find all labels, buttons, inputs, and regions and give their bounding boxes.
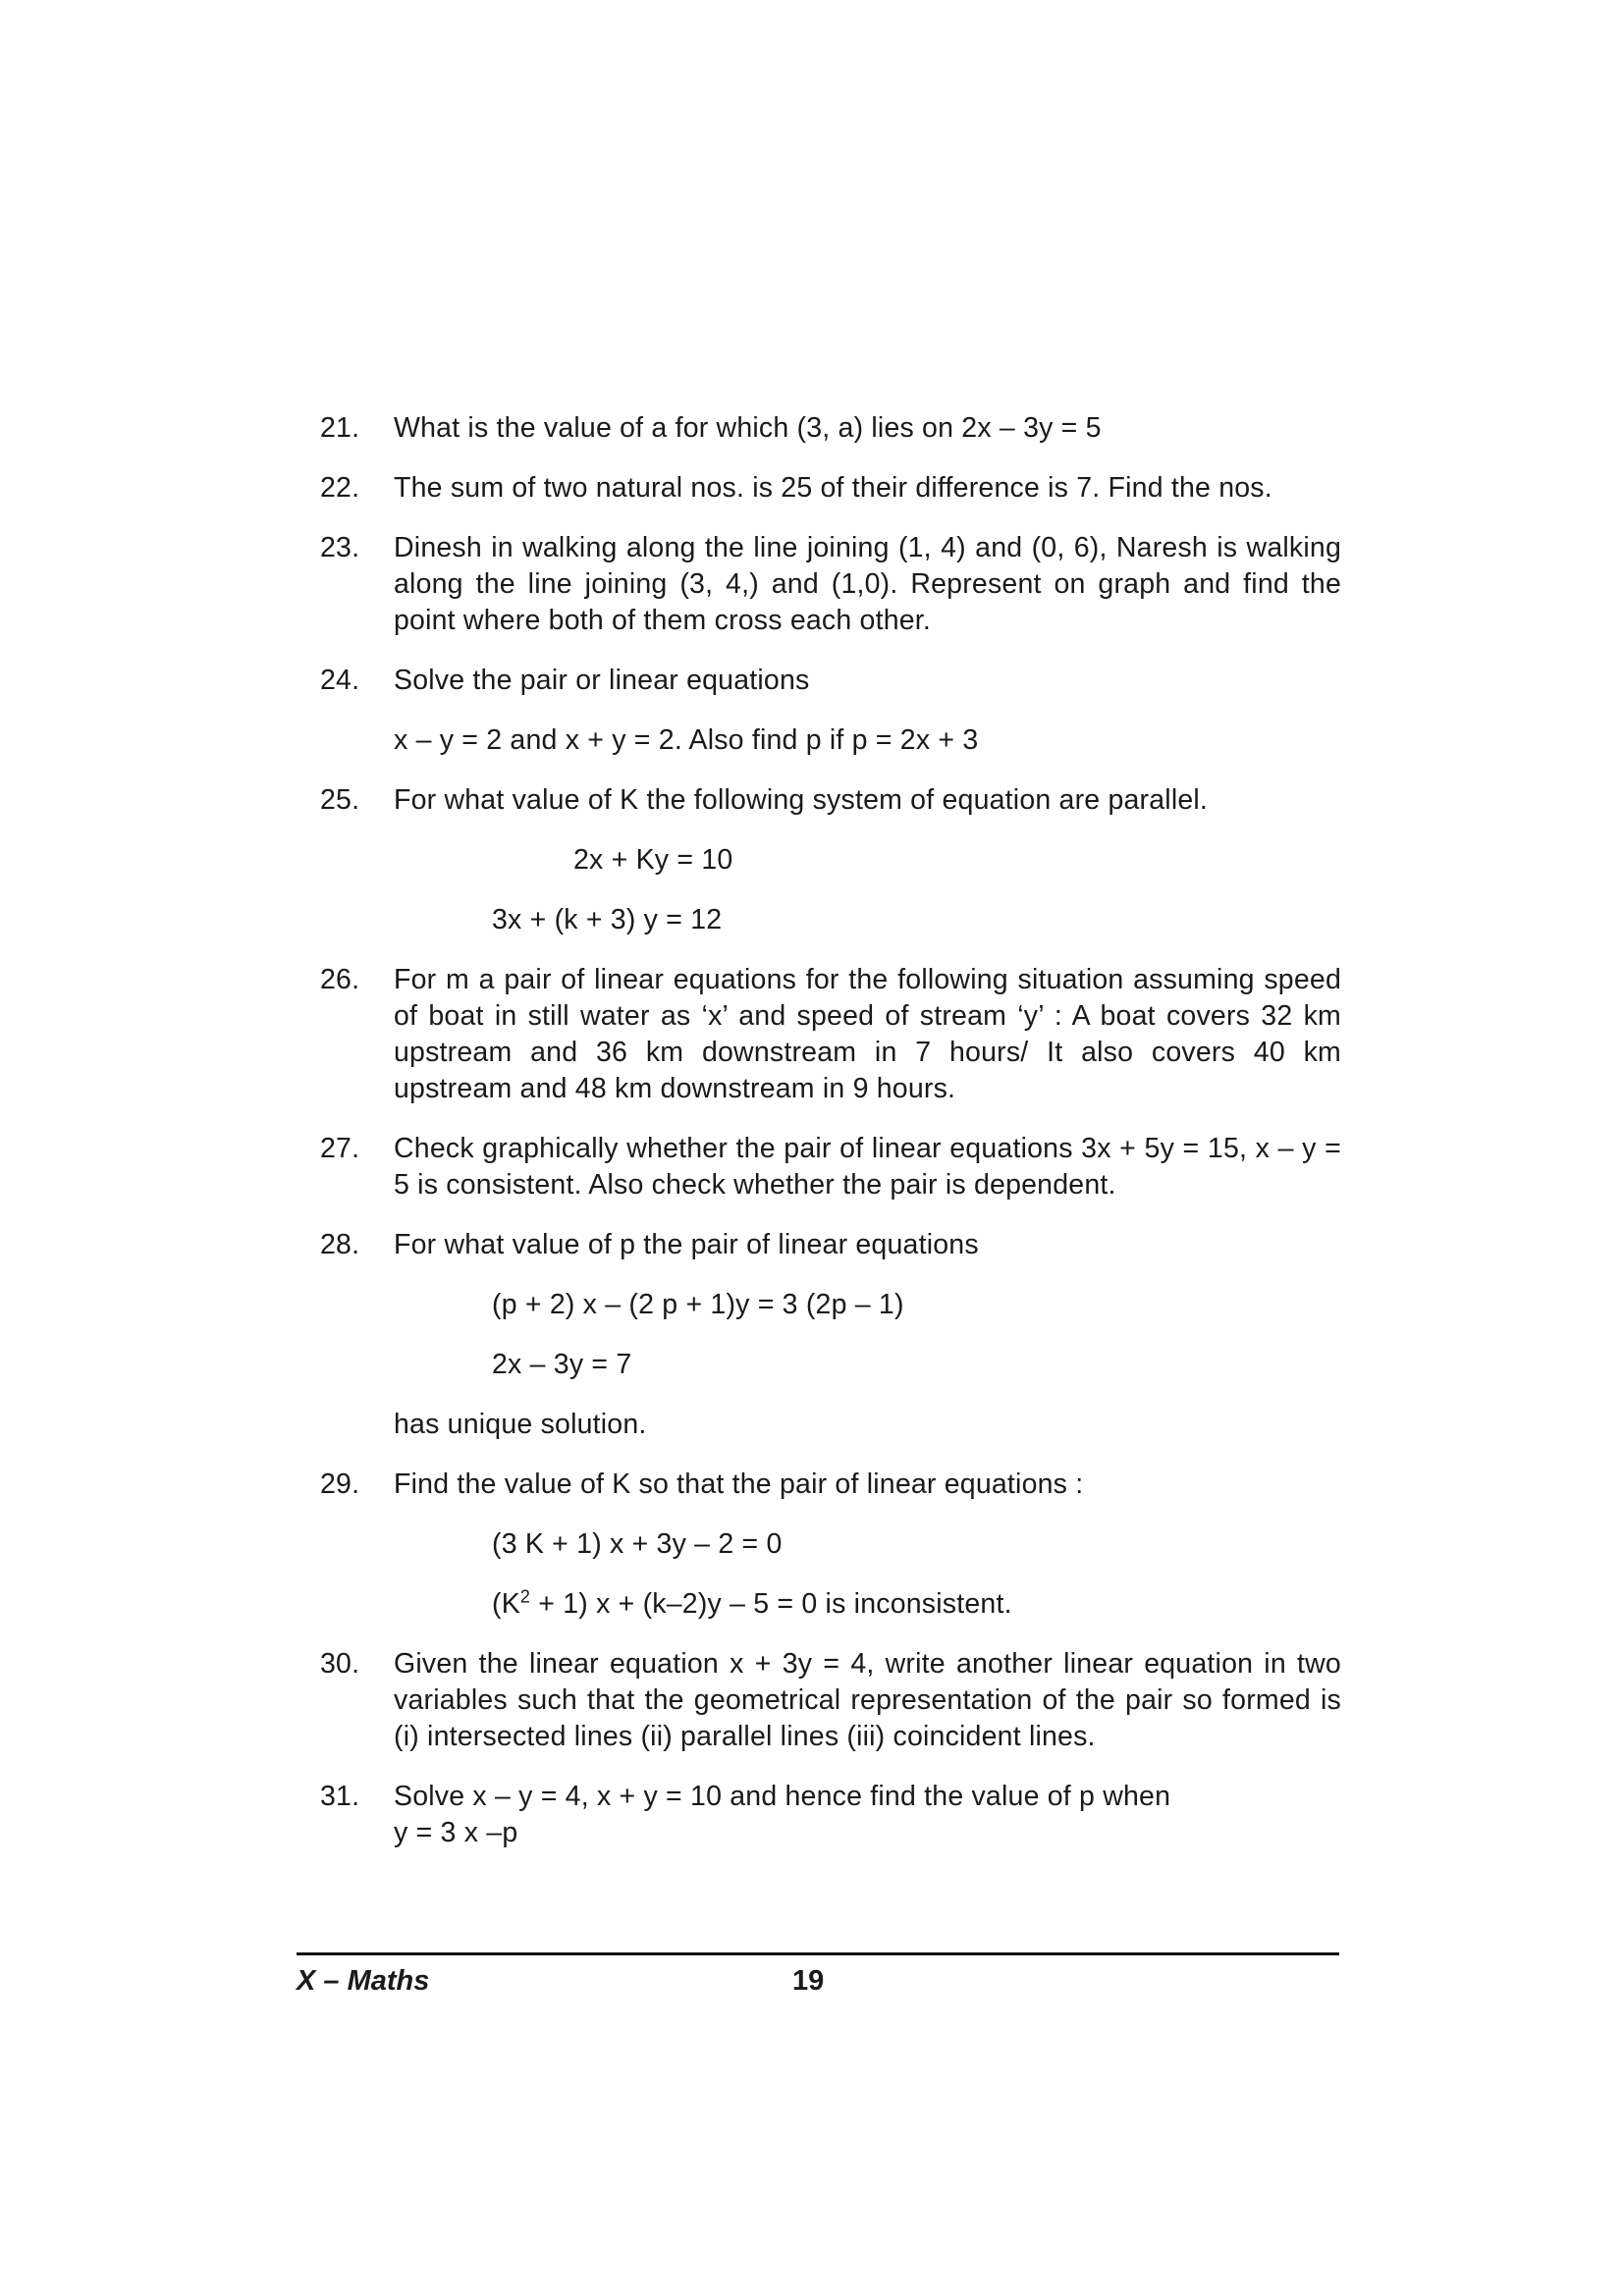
question-26 xyxy=(320,962,1341,1107)
question-21 xyxy=(320,410,1341,447)
question-text: Solve x – y = 4, x + y = 10 and hence find the value of p when xyxy=(394,1781,1171,1812)
question-number: 21. xyxy=(320,412,360,444)
question-number: 29. xyxy=(320,1468,360,1500)
question-number: 25. xyxy=(320,784,360,816)
question-list xyxy=(320,410,1341,1875)
question-number: 24. xyxy=(320,665,360,696)
question-text: What is the value of a for which (3, a) lies on 2x – 3y = 5 xyxy=(394,412,1102,444)
equation-line: x – y = 2 and x + y = 2. Also find p if p = 2x + 3 xyxy=(394,724,979,756)
page-footer xyxy=(297,1952,1339,1997)
question-text: Check graphically whether the pair of linear equations 3x + 5y = 15, x – y = 5 is consistent. Also check whether the pair is dependent. xyxy=(394,1133,1341,1201)
question-text-continued: y = 3 x –p xyxy=(394,1817,518,1848)
question-24 xyxy=(320,663,1341,759)
question-28 xyxy=(320,1227,1341,1443)
question-text: The sum of two natural nos. is 25 of their difference is 7. Find the nos. xyxy=(394,472,1272,504)
page-number: 19 xyxy=(792,1965,825,1997)
equation-part: (K xyxy=(492,1588,520,1620)
question-text: For what value of K the following system of equation are parallel. xyxy=(394,784,1209,816)
question-number: 26. xyxy=(320,964,360,995)
question-text: Solve the pair or linear equations xyxy=(394,665,810,696)
equation-part: + 1) x + (k–2)y – 5 = 0 is inconsistent. xyxy=(530,1588,1012,1620)
question-30 xyxy=(320,1646,1341,1755)
question-23 xyxy=(320,530,1341,639)
equation-line: (3 K + 1) x + 3y – 2 = 0 xyxy=(492,1528,783,1560)
question-27 xyxy=(320,1131,1341,1203)
question-number: 30. xyxy=(320,1648,360,1680)
question-number: 31. xyxy=(320,1781,360,1812)
question-text: For what value of p the pair of linear equations xyxy=(394,1229,979,1260)
question-22 xyxy=(320,470,1341,507)
equation-line: 2x – 3y = 7 xyxy=(492,1349,632,1380)
exponent: 2 xyxy=(519,1586,531,1607)
question-text: Given the linear equation x + 3y = 4, write another linear equation in two variables such that the geometrical representation of the pair so formed is (i) intersected lines (ii) parallel lines (iii) coincident lines. xyxy=(394,1648,1341,1752)
question-text: Dinesh in walking along the line joining (1, 4) and (0, 6), Naresh is walking along the line joining (3, 4,) and (1,0). Represent on graph and find the point where both of them cross each other. xyxy=(394,532,1341,636)
question-25 xyxy=(320,782,1341,938)
question-number: 23. xyxy=(320,532,360,563)
equation-line xyxy=(394,1586,1341,1623)
equation-line: 2x + Ky = 10 xyxy=(573,844,733,876)
question-31 xyxy=(320,1779,1341,1851)
question-text: For m a pair of linear equations for the following situation assuming speed of boat in still water as ‘x’ and speed of stream ‘y’ : A boat covers 32 km upstream and 36 km downstream in 7 hours/ It also covers 40 km upstream and 48 km downstream in 9 hours. xyxy=(394,964,1341,1104)
question-29 xyxy=(320,1467,1341,1623)
equation-line: (p + 2) x – (2 p + 1)y = 3 (2p – 1) xyxy=(492,1289,904,1320)
question-number: 27. xyxy=(320,1133,360,1164)
footer-subject: X – Maths xyxy=(297,1965,430,1997)
question-number: 22. xyxy=(320,472,360,504)
question-tail: has unique solution. xyxy=(394,1409,647,1440)
question-text: Find the value of K so that the pair of linear equations : xyxy=(394,1468,1084,1500)
equation-line: 3x + (k + 3) y = 12 xyxy=(492,904,723,935)
question-number: 28. xyxy=(320,1229,360,1260)
